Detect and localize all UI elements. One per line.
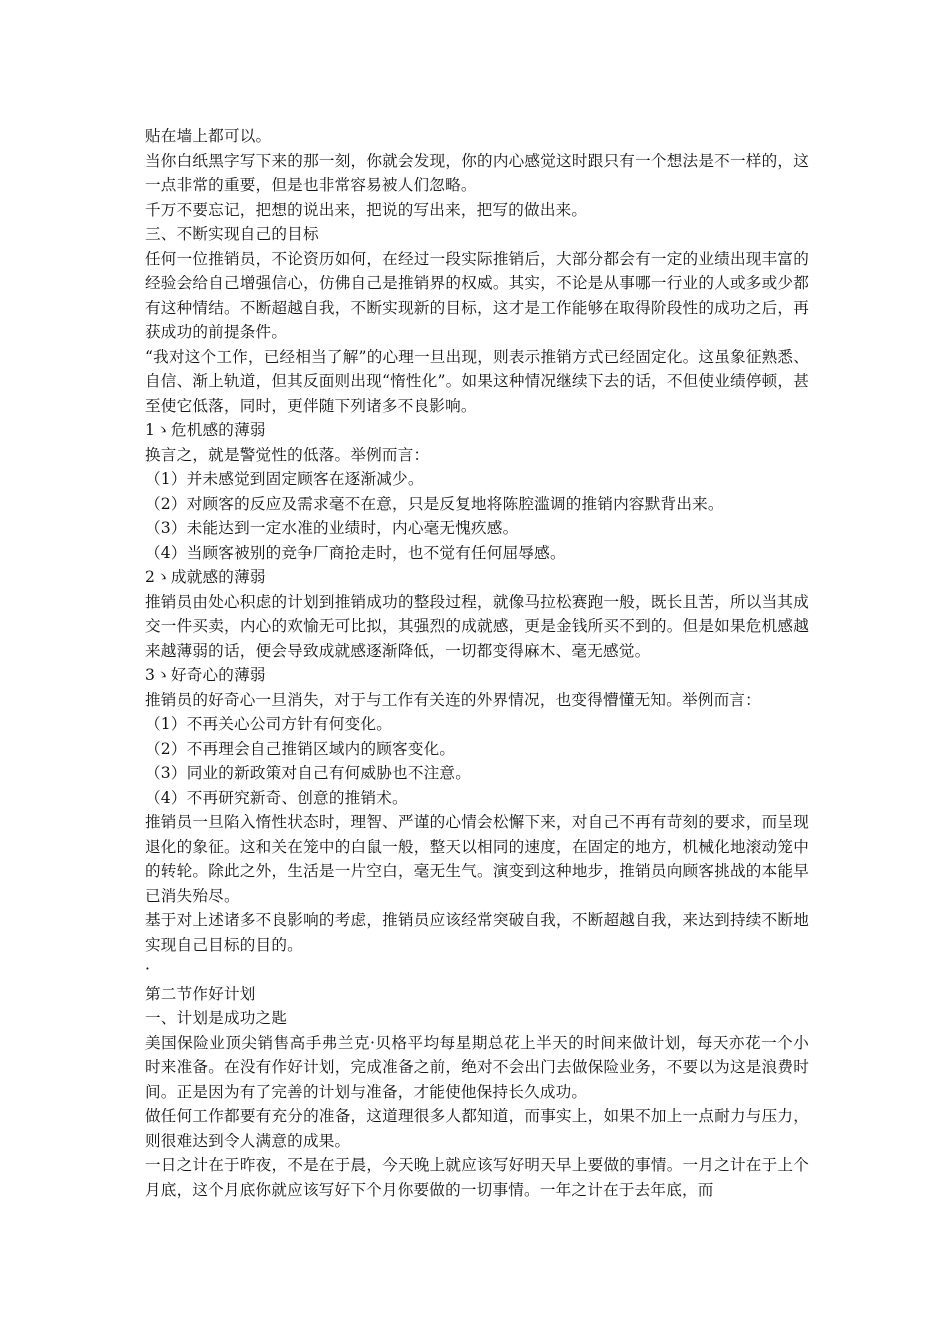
list-item: （4）不再研究新奇、创意的推销术。 xyxy=(145,788,408,807)
paragraph: 推销员的好奇心一旦消失，对于与工作有关连的外界情况，也变得懵懂无知。举例而言： xyxy=(145,690,761,709)
list-item: （4）当顾客被别的竞争厂商抢走时，也不觉有任何屈辱感。 xyxy=(145,543,566,562)
subheading: 2ゝ成就感的薄弱 xyxy=(145,568,266,586)
paragraph: “我对这个工作，已经相当了解”的心理一旦出现，则表示推销方式已经固定化。这虽象征熟悉、自信、渐上轨道，但其反面则出现“惰性化”。如果这种情况继续下去的话，不但使业绩停顿，甚至使它低落，同时，更伴随下列诸多不良影响。 xyxy=(145,347,809,415)
subheading: 3ゝ好奇心的薄弱 xyxy=(145,666,266,684)
paragraph: 千万不要忘记，把想的说出来，把说的写出来，把写的做出来。 xyxy=(145,200,588,219)
paragraph: 当你白纸黑字写下来的那一刻，你就会发现，你的内心感觉这时跟只有一个想法是不一样的，这一点非常的重要，但是也非常容易被人们忽略。 xyxy=(145,151,809,194)
list-item: （3）同业的新政策对自己有何威胁也不注意。 xyxy=(145,764,471,782)
list-item: （2）对顾客的反应及需求毫不在意，只是反复地将陈腔滥调的推销内容默背出来。 xyxy=(145,494,724,513)
subheading: 1ゝ危机感的薄弱 xyxy=(145,421,266,439)
paragraph: 换言之，就是警觉性的低落。举例而言： xyxy=(145,445,430,464)
paragraph: 贴在墙上都可以。 xyxy=(145,127,272,145)
document-body xyxy=(145,124,809,1202)
section-heading: 一、计划是成功之匙 xyxy=(145,1009,288,1027)
list-item: （1）并未感觉到固定顾客在逐渐减少。 xyxy=(145,470,424,488)
list-item: （3）未能达到一定水准的业绩时，内心毫无愧疚感。 xyxy=(145,519,519,537)
list-item: （2）不再理会自己推销区域内的顾客变化。 xyxy=(145,739,456,758)
paragraph: 推销员由处心积虑的计划到推销成功的整段过程，就像马拉松赛跑一般，既长且苦，所以当其成交一件买卖，内心的欢愉无可比拟，其强烈的成就感，更是金钱所买不到的。但是如果危机感越来越薄弱的话，便会导致成就感逐渐降低，一切都变得麻木、毫无感觉。 xyxy=(145,592,809,660)
section-heading: 三、不断实现自己的目标 xyxy=(145,225,319,243)
paragraph: 美国保险业顶尖销售高手弗兰克·贝格平均每星期总花上半天的时间来做计划，每天亦花一个小时来准备。在没有作好计划，完成准备之前，绝对不会出门去做保险业务，不要以为这是浪费时间。正是因为有了完善的计划与准备，才能使他保持长久成功。 xyxy=(145,1033,809,1101)
paragraph: 一日之计在于昨夜，不是在于晨，今天晚上就应该写好明天早上要做的事情。一月之计在于上个月底，这个月底你就应该写好下个月你要做的一切事情。一年之计在于去年底，而 xyxy=(145,1156,809,1199)
paragraph: 推销员一旦陷入惰性状态时，理智、严谨的心情会松懈下来，对自己不再有苛刻的要求，而呈现退化的象征。这和关在笼中的白鼠一般，整天以相同的速度，在固定的地方，机械化地滚动笼中的转轮。除此之外，生活是一片空白，毫无生气。演变到这种地步，推销员向顾客挑战的本能早已消失殆尽。 xyxy=(145,813,809,905)
list-item: （1）不再关心公司方针有何变化。 xyxy=(145,715,393,733)
paragraph: 基于对上述诸多不良影响的考虑，推销员应该经常突破自我，不断超越自我，来达到持续不断地实现自己目标的目的。 xyxy=(145,911,809,954)
paragraph: 任何一位推销员，不论资历如何，在经过一段实际推销后，大部分都会有一定的业绩出现丰富的经验会给自己增强信心，仿佛自己是推销界的权威。其实，不论是从事哪一行业的人或多或少都有这种情结。不断超越自我，不断实现新的目标，这才是工作能够在取得阶段性的成功之后，再获成功的前提条件。 xyxy=(145,249,809,341)
paragraph: 做任何工作都要有充分的准备，这道理很多人都知道，而事实上，如果不加上一点耐力与压力，则很难达到令人满意的成果。 xyxy=(145,1107,809,1150)
separator-dot: · xyxy=(145,960,151,978)
section-heading: 第二节作好计划 xyxy=(145,984,256,1003)
